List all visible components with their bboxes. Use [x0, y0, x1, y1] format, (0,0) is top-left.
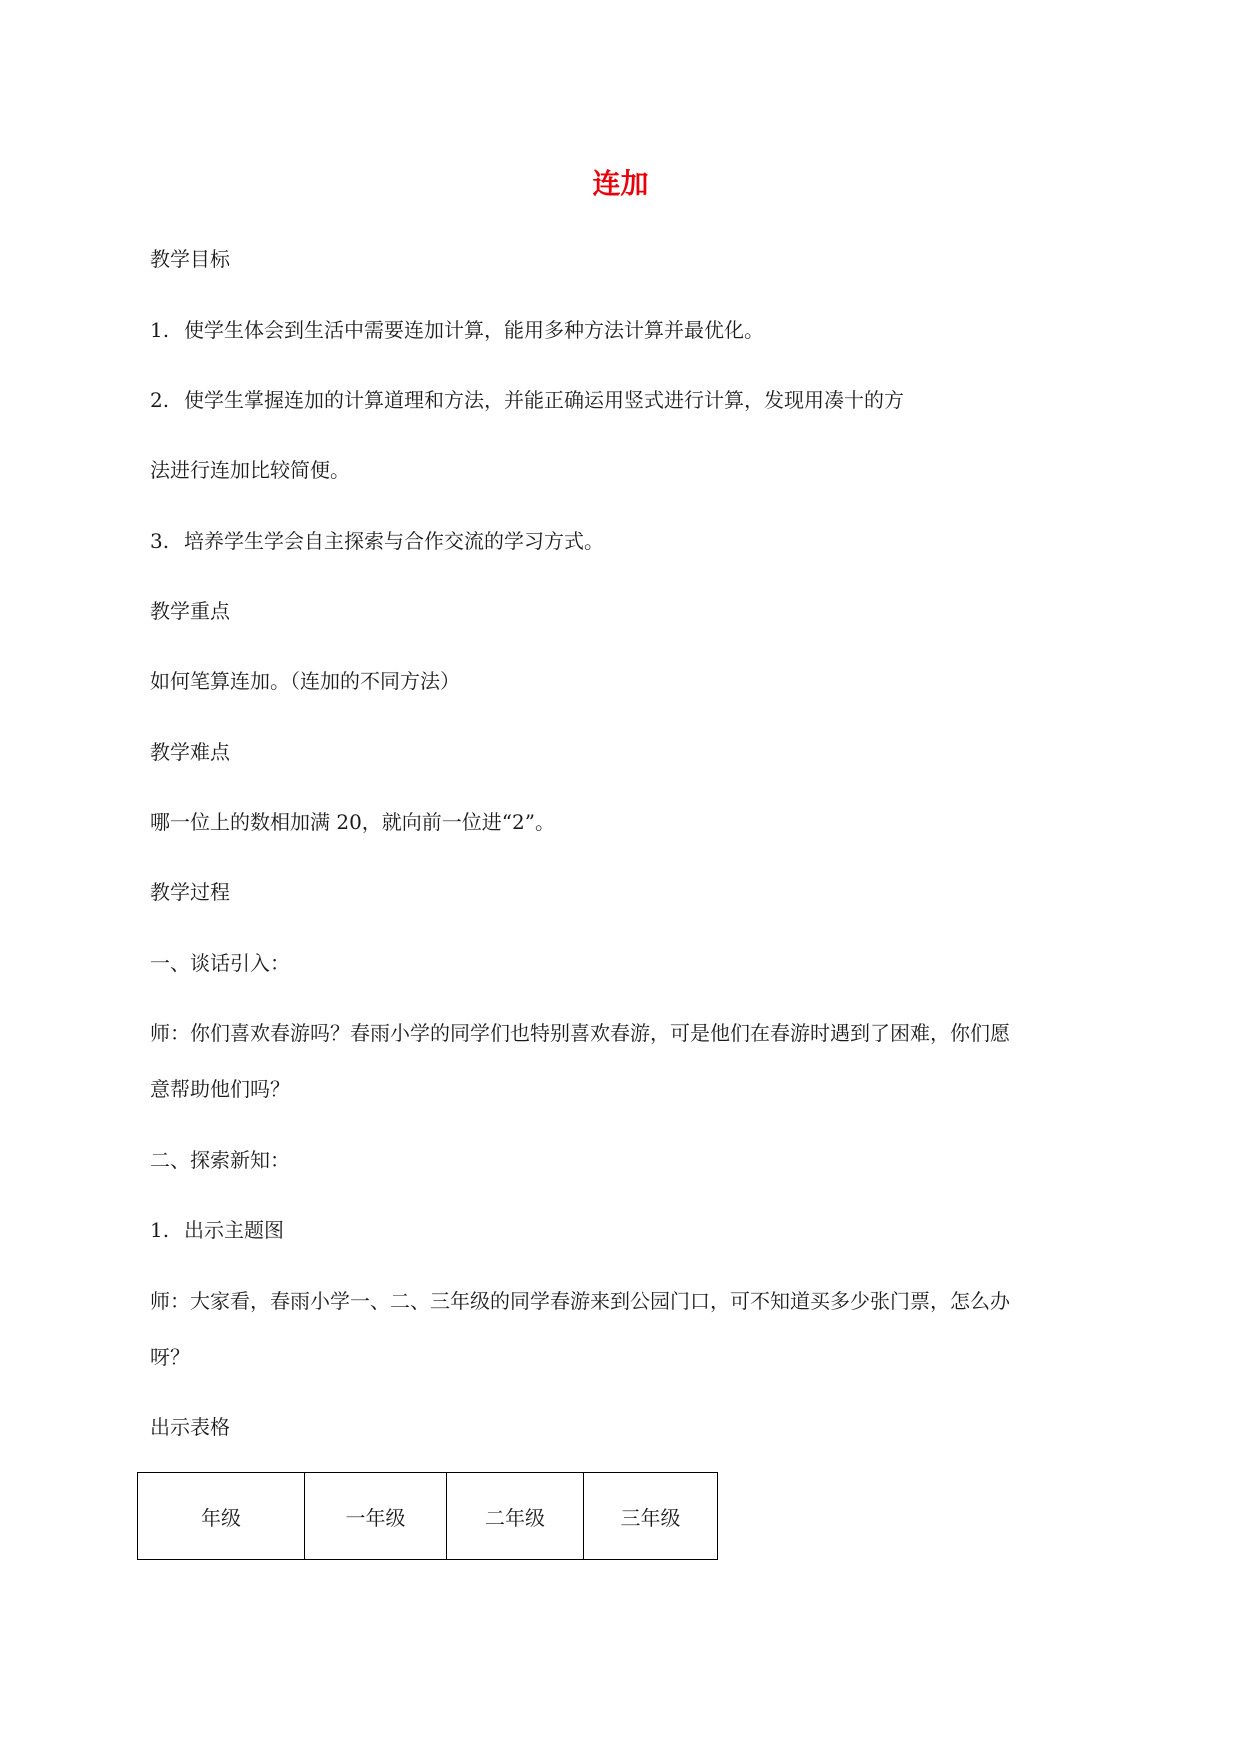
process-heading: 教学过程 — [150, 880, 230, 904]
objective-3-text: 培养学生学会自主探索与合作交流的学习方式。 — [184, 529, 604, 553]
document-title: 连加 — [592, 167, 649, 200]
objective-2-text-line1: 使学生掌握连加的计算道理和方法，并能正确运用竖式进行计算，发现用凑十的方 — [184, 388, 904, 412]
objective-2-number: 2. — [150, 388, 170, 412]
part1-heading: 一、谈话引入： — [150, 951, 290, 975]
objective-1-text: 使学生体会到生活中需要连加计算，能用多种方法计算并最优化。 — [184, 318, 764, 342]
grade-table — [137, 1472, 718, 1560]
table-row — [138, 1473, 718, 1560]
step-1-number: 1. — [150, 1218, 170, 1242]
part2-heading: 二、探索新知： — [150, 1148, 290, 1172]
objectives-heading: 教学目标 — [150, 247, 230, 271]
key-point-heading: 教学重点 — [150, 599, 230, 623]
table-cell-grade-3: 三年级 — [584, 1473, 718, 1560]
difficulty-text: 哪一位上的数相加满 20，就向前一位进“2”。 — [150, 810, 555, 834]
table-caption: 出示表格 — [150, 1415, 230, 1439]
step-1 — [150, 1216, 284, 1244]
part1-text-line2: 意帮助他们吗？ — [150, 1077, 290, 1101]
key-point-text: 如何笔算连加。（连加的不同方法） — [150, 669, 460, 693]
step-1-text: 出示主题图 — [184, 1218, 284, 1242]
table-cell-grade-2: 二年级 — [447, 1473, 584, 1560]
objective-2-text-line2: 法进行连加比较简便。 — [150, 458, 350, 482]
objective-2 — [150, 386, 904, 414]
step-1-explanation-line2: 呀？ — [150, 1345, 190, 1369]
part1-text-line1: 师：你们喜欢春游吗？春雨小学的同学们也特别喜欢春游，可是他们在春游时遇到了困难，你们愿 — [150, 1021, 1010, 1045]
difficulty-heading: 教学难点 — [150, 740, 230, 764]
table-cell-grade-1: 一年级 — [305, 1473, 447, 1560]
objective-1-number: 1. — [150, 318, 170, 342]
objective-3-number: 3. — [150, 529, 170, 553]
objective-3 — [150, 527, 604, 555]
step-1-explanation-line1: 师：大家看，春雨小学一、二、三年级的同学春游来到公园门口，可不知道买多少张门票，怎么办 — [150, 1289, 1010, 1313]
table-cell-grade-header: 年级 — [138, 1473, 305, 1560]
objective-1 — [150, 316, 764, 344]
